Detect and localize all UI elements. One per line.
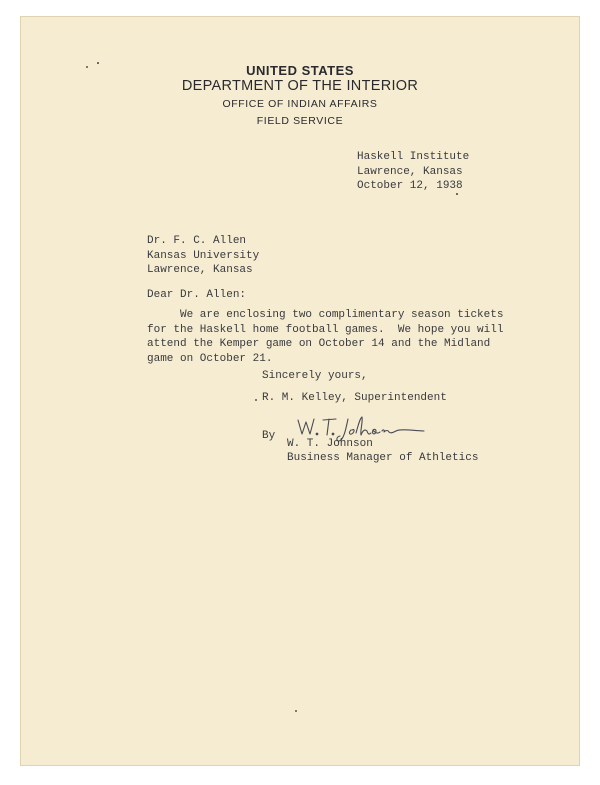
recipient-organization: Kansas University: [147, 249, 260, 262]
paper-speck: [97, 62, 99, 64]
closing: Sincerely yours,: [262, 370, 368, 382]
body-line: attend the Kemper game on October 14 and the Midland: [147, 338, 491, 350]
sender-institution: Haskell Institute: [357, 151, 470, 163]
recipient-city: Lawrence, Kansas: [147, 264, 253, 276]
recipient-address: [147, 234, 259, 278]
salutation: Dear Dr. Allen:: [147, 289, 247, 301]
letter-date: October 12, 1938: [357, 180, 463, 192]
paper-speck: [86, 66, 88, 68]
letterhead-department: DEPARTMENT OF THE INTERIOR: [181, 78, 419, 94]
signer-title: Business Manager of Athletics: [287, 452, 479, 464]
paper-speck: [255, 399, 257, 401]
body-line: We are enclosing two complimentary season tickets: [147, 309, 504, 321]
letterhead-united-states: UNITED STATES: [246, 63, 354, 78]
letter-body: [147, 308, 503, 366]
paper-speck: [456, 193, 458, 195]
sender-block: [357, 150, 469, 194]
body-line: game on October 21.: [147, 352, 273, 365]
body-line: for the Haskell home football games. We hope you will: [147, 323, 504, 336]
sender-city: Lawrence, Kansas: [357, 165, 463, 178]
letterhead-field-service: FIELD SERVICE: [256, 115, 344, 127]
paper-speck: [295, 710, 297, 712]
recipient-name: Dr. F. C. Allen: [147, 235, 247, 247]
letterhead-office: OFFICE OF INDIAN AFFAIRS: [222, 98, 378, 110]
by-label: By: [262, 430, 276, 442]
signer-name: W. T. Johnson: [287, 438, 373, 450]
superintendent-line: R. M. Kelley, Superintendent: [262, 392, 447, 404]
